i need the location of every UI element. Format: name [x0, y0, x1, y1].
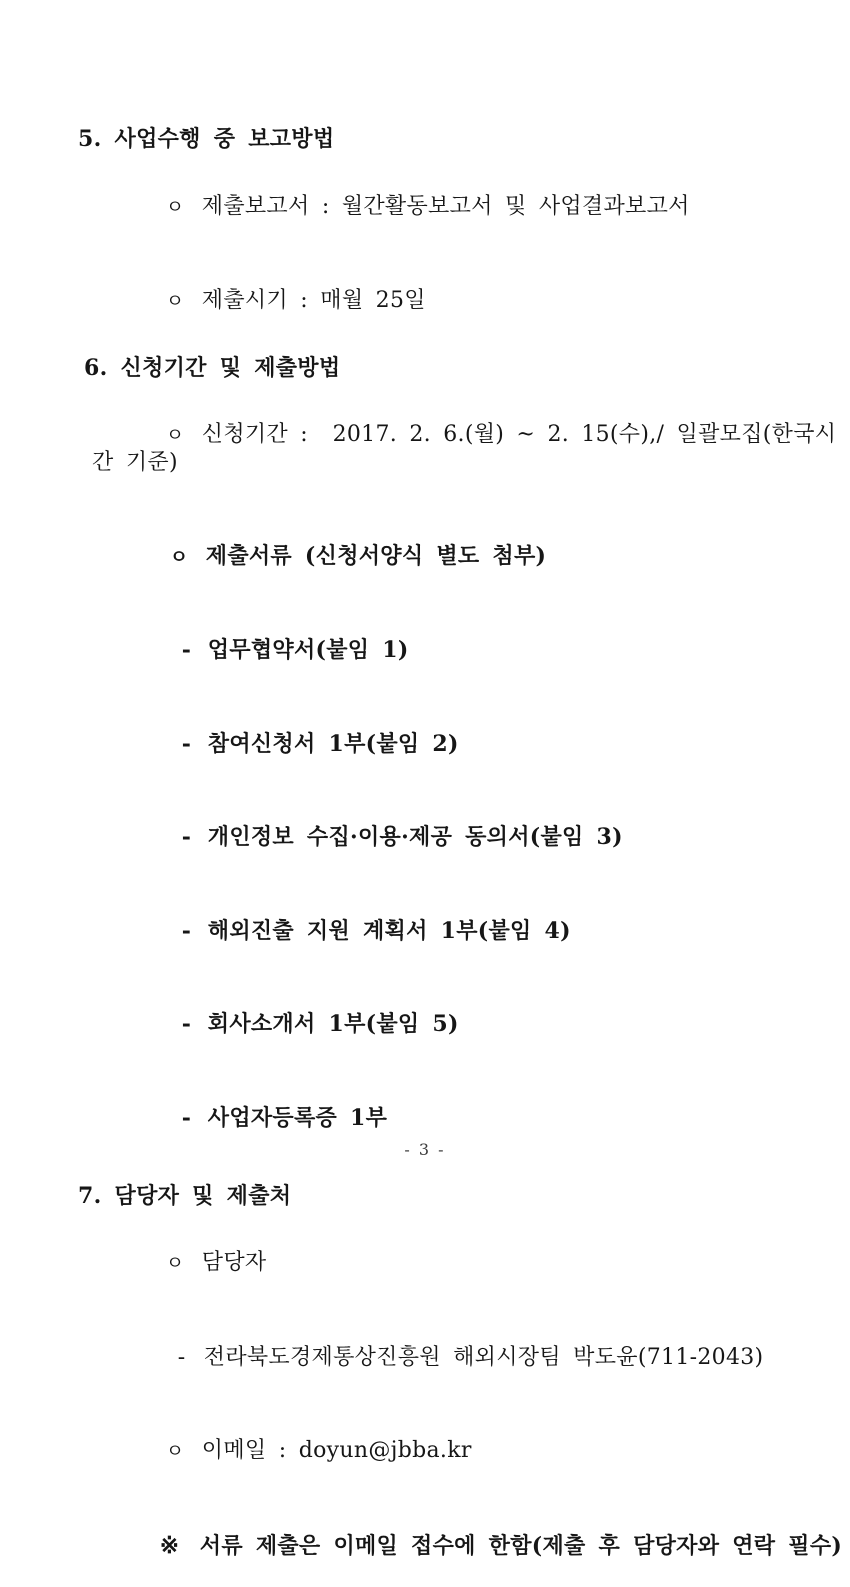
attachment-item-1	[0, 610, 850, 691]
circle-bullet: ㅇ	[169, 545, 189, 568]
item-text: 회사소개서 1부(붙임 5)	[207, 1011, 459, 1037]
section6-item-documents	[0, 516, 850, 598]
dash-bullet: -	[181, 637, 192, 663]
item-text: 담당자	[201, 1250, 267, 1275]
section7-heading: 7. 담당자 및 제출처	[78, 1182, 292, 1209]
attachment-item-5	[0, 984, 850, 1065]
item-text: 신청기간 : 2017. 2. 6.(월) ~ 2. 15(수),/ 일괄모집(한국시간 기준)	[92, 422, 837, 475]
section5-item-report	[0, 166, 850, 248]
circle-bullet: ㅇ	[165, 1252, 185, 1274]
note-text: 서류 제출은 이메일 접수에 한함(제출 후 담당자와 연락 필수)	[199, 1532, 843, 1559]
dash-bullet: -	[181, 824, 192, 850]
item-text: 참여신청서 1부(붙임 2)	[207, 730, 459, 757]
item-text: 제출시기 : 매월 25일	[201, 288, 426, 313]
item-text: 개인정보 수집·이용·제공 동의서(붙임 3)	[207, 824, 623, 850]
item-text: 전라북도경제통상진흥원 해외시장팀 박도윤(711-2043)	[203, 1344, 764, 1370]
circle-bullet: ㅇ	[165, 290, 185, 312]
item-text: 제출보고서 : 월간활동보고서 및 사업결과보고서	[201, 193, 690, 219]
attachment-item-2	[0, 704, 850, 785]
section7-item-email	[0, 1410, 850, 1492]
page-number: - 3 -	[404, 1140, 446, 1159]
section5-heading: 5. 사업수행 중 보고방법	[78, 126, 335, 152]
item-text: 업무협약서(붙임 1)	[207, 637, 409, 663]
item-text: 사업자등록증 1부	[207, 1104, 388, 1131]
submission-note	[0, 1505, 850, 1587]
circle-bullet: ㅇ	[165, 424, 185, 446]
item-text: 제출서류 (신청서양식 별도 첨부)	[205, 542, 547, 569]
section5-item-timing	[0, 260, 850, 342]
dash-bullet: -	[177, 1344, 186, 1370]
section7-item-contact	[0, 1222, 850, 1304]
reference-mark-icon: ※	[159, 1531, 180, 1559]
dash-bullet: -	[181, 730, 192, 757]
attachment-item-3	[0, 797, 850, 878]
section6-heading: 6. 신청기간 및 제출방법	[84, 354, 341, 381]
dash-bullet: -	[181, 917, 192, 944]
item-text: 해외진출 지원 계획서 1부(붙임 4)	[207, 917, 571, 944]
circle-bullet: ㅇ	[165, 1440, 185, 1462]
attachment-item-4	[0, 891, 850, 972]
circle-bullet: ㅇ	[165, 195, 185, 218]
dash-bullet: -	[181, 1104, 192, 1131]
email-text: 이메일 : doyun@jbba.kr	[201, 1438, 472, 1463]
dash-bullet: -	[181, 1011, 192, 1037]
section6-item-period	[0, 394, 850, 503]
section7-contact-detail	[0, 1317, 850, 1398]
